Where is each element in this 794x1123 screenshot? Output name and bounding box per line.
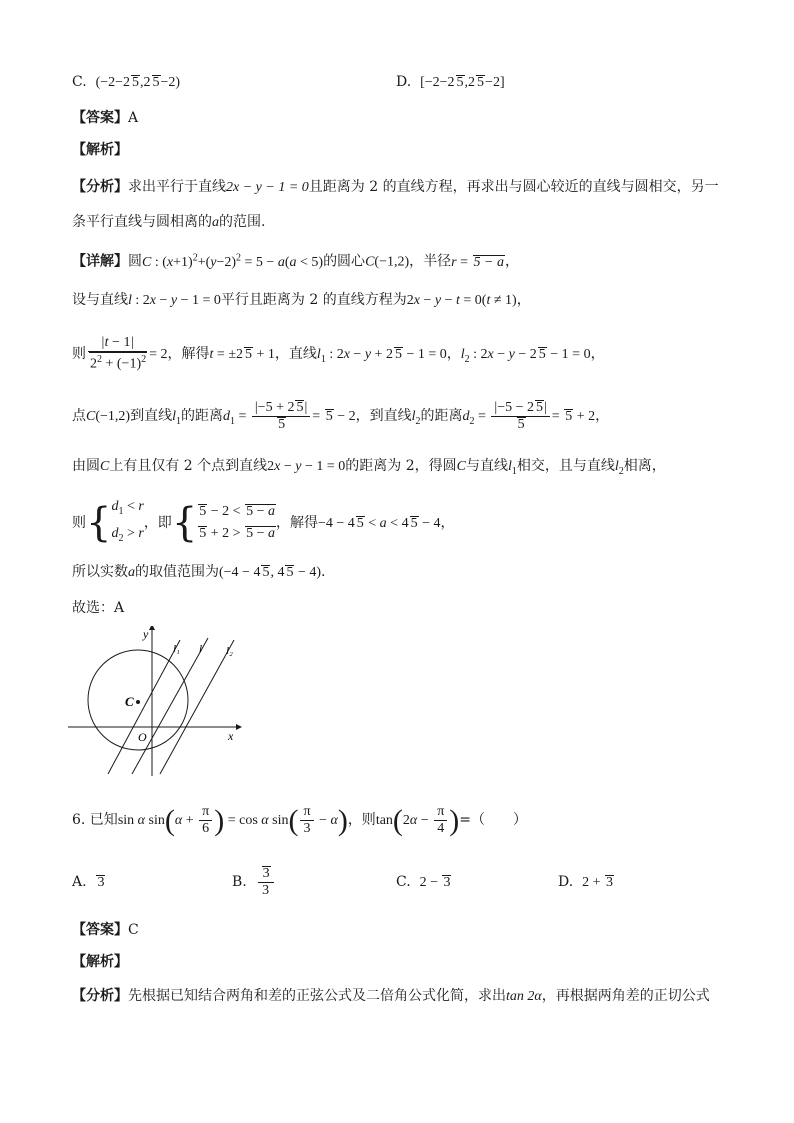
fenxi-text: 且距离为 2 的直线方程，再求出与圆心较近的直线与圆相交，另一: [308, 179, 719, 195]
detail-text: 的距离为 2，得圆: [345, 458, 457, 474]
q6-answer-line: [72, 920, 139, 940]
t-solution: t = ±2 5 + 1: [209, 347, 275, 362]
c-symbol: C: [456, 459, 466, 474]
var-a: a: [212, 215, 219, 230]
answer-line: [72, 108, 138, 128]
a-solution: −4 − 4 5 < a < 4 5 − 4: [317, 515, 441, 531]
q6-fenxi-line: [72, 986, 710, 1007]
option-b-value: $\frac{3}{3}$: [258, 866, 274, 899]
detail-text: 的距离: [180, 408, 223, 424]
detail-line-6: 则{ $d_1 < r$ $d_2 > r$ ，即{ 5 − 2 < 5 − a 5 + 2 > 5 − a ，解得−4 − 4 5 < a < 4 5 − 4，: [72, 496, 454, 550]
detail-line-1: 【详解】圆C : $(x+1)^2+(y-2)^2 = 5 - a(a < 5)$的圆心C(−1,2)，半径r = 5 − a，: [72, 252, 519, 270]
detail-text: 平行且距离为 2 的直线方程为: [220, 292, 407, 308]
q6-option-a: [72, 860, 105, 905]
analysis-tag: 【解析】: [72, 954, 128, 970]
detail-text: 相离，: [623, 458, 666, 474]
fenxi-line-2: [72, 212, 265, 233]
option-a-label: A.: [72, 874, 87, 890]
q6-option-b: [232, 860, 276, 904]
line-equation: 2x − y − 1 = 0: [226, 180, 309, 195]
center-point: C(−1,2): [86, 409, 131, 424]
answer-tag: 【答案】: [72, 110, 128, 126]
option-c-value: 2 − 3: [419, 875, 451, 890]
detail-text: 所以实数: [72, 564, 128, 580]
label-o: O: [138, 730, 147, 744]
answer-value: A: [128, 110, 139, 126]
line-equation: 2x − y − 1 = 0: [267, 459, 346, 474]
detail-text: 的距离: [420, 408, 463, 424]
x-axis-arrow: [236, 724, 242, 730]
option-a-value: 3: [97, 875, 105, 890]
detail-text: 与直线: [466, 458, 508, 474]
analysis-heading: [72, 140, 128, 160]
detail-text: 相交，且与直线: [516, 458, 615, 474]
label-c: C: [125, 694, 134, 709]
l2-symbol: $l_2$: [411, 409, 421, 427]
detail-text: 点: [72, 408, 86, 424]
label-l: l: [199, 643, 203, 655]
l2-symbol: $l_2$: [614, 459, 624, 477]
detail-text: ，解得: [275, 514, 318, 531]
detail-line-2: 设与直线l : 2x − y − 1 = 0平行且距离为 2 的直线方程为2x − y − t = 0(t ≠ 1)，: [72, 292, 531, 308]
fenxi-text: 先根据已知结合两角和差的正弦公式及二倍角公式化简，求出: [128, 988, 506, 1004]
detail-text: 的圆心: [323, 253, 366, 270]
option-d-label: D.: [558, 874, 574, 890]
tan-2alpha: tan 2α: [506, 989, 542, 1004]
line-l2: [160, 640, 234, 774]
parallel-line-eq: 2x − y − t = 0(t ≠ 1): [406, 293, 517, 308]
radius-expr: r = 5 − a: [451, 254, 504, 270]
line-l2-eq: $l_2$ : 2x − y − 2 5 − 1 = 0: [460, 347, 591, 365]
detail-text: ，直线: [274, 346, 317, 362]
answer-tag: 【答案】: [72, 922, 128, 938]
option-d-value: 2 + 3: [582, 875, 613, 890]
detail-text: ，到直线: [355, 408, 412, 424]
select-line: [72, 598, 124, 618]
detail-tag: 【详解】: [72, 253, 128, 270]
detail-line-7: 所以实数a的取值范围为(−4 − 4 5, 4 5 − 4).: [72, 564, 326, 580]
fenxi-text: 条平行直线与圆相离的: [72, 214, 212, 230]
detail-text: 设与直线: [72, 292, 128, 308]
detail-line-3: 则 $\frac{|t - 1|}{2^2 + (-1)^2}$ = 2，解得t = ±2 5 + 1，直线$l_1$ : 2x − y + 2 5 − 1 = 0，$l_2$ : 2x − y − 2 5 − 1 = 0，: [72, 335, 605, 372]
fenxi-tag: 【分析】: [72, 988, 128, 1004]
var-a: a: [128, 565, 135, 580]
detail-text: ，即: [143, 514, 172, 531]
q6-stem: [72, 800, 527, 841]
detail-text: 圆: [128, 253, 142, 270]
option-b-label: B.: [232, 874, 247, 890]
option-c-value: (−2−2 5,2 5−2): [95, 75, 181, 90]
c-symbol: C: [100, 459, 110, 474]
fenxi-text: 的范围.: [219, 214, 266, 230]
question-text: =（ ）: [459, 812, 527, 828]
q6-condition: sin α sin(α + $\frac{\pi}{6}$ ) = cos α sin( $\frac{\pi}{3}$ − α): [117, 803, 348, 837]
detail-line-4: 点C(−1,2)到直线$l_1$的距离$d_1$ = $\frac{|-5 + 2 5|}{5}$ = 5 − 2，到直线$l_2$的距离$d_2$ = $\frac{|-5 - 2 5|}{5}$ = 5 + 2，: [72, 400, 610, 433]
detail-text: 上有且仅有 2 个点到直线: [109, 458, 268, 474]
label-l1: l₁: [173, 643, 180, 655]
option-d: [396, 72, 505, 93]
center-dot: [136, 700, 140, 704]
detail-text: 的取值范围为: [135, 564, 219, 580]
option-d-label: D.: [396, 74, 412, 90]
detail-text: ，半径: [409, 253, 452, 270]
detail-line-5: [72, 456, 666, 482]
label-y: y: [143, 627, 149, 641]
detail-text: 则: [72, 514, 86, 531]
inequality-system-2: 5 − 2 < 5 − a 5 + 2 > 5 − a: [199, 503, 275, 541]
detail-text: 到直线: [130, 408, 173, 424]
l1-symbol: $l_1$: [508, 459, 517, 477]
option-d-value: [−2−2 5,2 5−2]: [420, 75, 505, 90]
line-l-eq: l : 2x − y − 1 = 0: [128, 293, 221, 308]
fenxi-line-1: [72, 177, 719, 198]
detail-text: ，解得: [167, 346, 210, 362]
option-c-label: C.: [72, 74, 87, 90]
select-text: 故选：A: [72, 600, 125, 616]
a-range: (−4 − 4 5, 4 5 − 4): [219, 565, 322, 580]
inequality-system-1: $d_1 < r$ $d_2 > r$: [111, 499, 144, 544]
line-l1-eq: $l_1$ : 2x − y + 2 5 − 1 = 0: [316, 347, 447, 365]
q6-option-c: [396, 860, 451, 905]
l1-symbol: $l_1$: [172, 409, 181, 427]
label-x: x: [228, 729, 234, 743]
answer-value: C: [128, 922, 139, 938]
circle-equation: C : $(x+1)^2+(y-2)^2 = 5 - a(a < 5)$: [142, 252, 324, 270]
detail-text: 由圆: [72, 458, 100, 474]
geometry-figure: [68, 626, 248, 778]
center-point: C(−1,2): [365, 254, 410, 270]
fenxi-tag: 【分析】: [72, 179, 128, 195]
q6-option-d: [558, 860, 614, 905]
fenxi-text: ，再根据两角差的正切公式: [541, 988, 710, 1004]
d1-expr: $d_1$ = $\frac{|-5 + 2 5|}{5}$ = 5 − 2: [222, 400, 356, 433]
d2-expr: $d_2$ = $\frac{|-5 - 2 5|}{5}$ = 5 + 2: [462, 400, 596, 433]
analysis-tag: 【解析】: [72, 142, 128, 158]
option-c: [72, 72, 180, 93]
question-text: ，则: [347, 812, 376, 828]
option-c-label: C.: [396, 874, 411, 890]
fenxi-text: 求出平行于直线: [128, 179, 226, 195]
y-axis-arrow: [149, 626, 155, 630]
label-l2: l₂: [226, 645, 233, 657]
question-text: 6. 已知: [72, 812, 118, 828]
q6-analysis-heading: [72, 952, 128, 972]
distance-fraction: $\frac{|t - 1|}{2^2 + (-1)^2}$: [90, 335, 147, 372]
detail-text: 则: [72, 346, 86, 362]
q6-target: tan(2α − $\frac{\pi}{4}$ ): [375, 803, 460, 837]
